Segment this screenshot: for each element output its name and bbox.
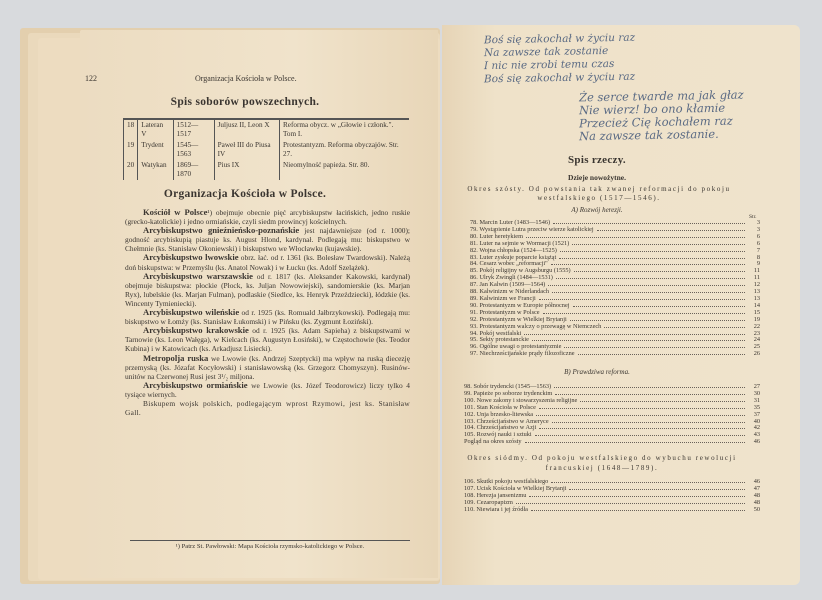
leader-dots xyxy=(552,292,745,293)
paragraph-text: we Lwowie (ks. Andrzej Szeptycki) ma wpływ na ruską diecezję przemyską (ks. Józafat Kocyłowski) i stanisławowską (ks. Grzegorz Chomyszyn). Rusinów-unitów na Czerwonej Rusi jest 3¹/₂ miljona. xyxy=(125,353,410,381)
period-seven-heading: Okres siódmy. Od pokoju westfalskiego do wybuchu rewolucji francuskiej (1648—1789). xyxy=(467,454,737,472)
handwritten-line: Że serce twarde ma jak głaz xyxy=(578,87,744,105)
paragraph-lead: Arcybiskupstwo krakowskie xyxy=(143,325,249,336)
toc-entry-page: 31 xyxy=(753,396,760,404)
leader-dots xyxy=(536,415,745,416)
toc-entry-page: 6 xyxy=(756,239,760,247)
toc-entry-page: 43 xyxy=(753,431,760,439)
leader-dots xyxy=(604,327,745,328)
toc-entry-page: 7 xyxy=(756,246,760,254)
toc-entry xyxy=(470,351,760,358)
toc-entry-page: 40 xyxy=(753,417,760,425)
leader-dots xyxy=(516,503,745,504)
leader-dots xyxy=(552,422,745,423)
toc-entry-label: 107. Ucisk Kościoła w Wielkiej Brytanji xyxy=(464,484,567,492)
leader-dots xyxy=(573,306,745,307)
leader-dots xyxy=(560,251,745,252)
toc-entry xyxy=(464,439,760,446)
toc-entry-label: 87. Jan Kalwin (1509—1564) xyxy=(470,281,546,289)
handwritten-line: Przecież Cię kochałem raz xyxy=(578,113,733,131)
toc-entry-page: 11 xyxy=(753,267,760,275)
toc-entry-label: 109. Cezaropapizm xyxy=(464,498,513,506)
leader-dots xyxy=(551,482,745,483)
toc-entry-page: 35 xyxy=(753,403,760,411)
toc-entry-label: 96. Ogólne uwagi o protestantyzmie xyxy=(470,343,562,351)
toc-entry-page: 11 xyxy=(753,274,760,282)
toc-entry-page: 25 xyxy=(753,343,760,351)
toc-entry-page: 42 xyxy=(753,424,760,432)
toc-entry-page: 9 xyxy=(756,260,760,268)
paragraph xyxy=(125,253,410,271)
toc-entry-label: Pogląd na okres szósty xyxy=(464,438,522,446)
toc-title: Spis rzeczy. xyxy=(568,154,626,166)
toc-list-a xyxy=(470,220,760,358)
toc-entry-page: 13 xyxy=(753,288,760,296)
paragraph xyxy=(125,308,410,326)
running-head: Organizacja Kościoła w Polsce. xyxy=(195,74,297,83)
toc-entry-label: 92. Protestantyzm w Wielkiej Brytanji xyxy=(470,315,567,323)
council-name: Watykan xyxy=(138,160,173,180)
leader-dots xyxy=(597,230,745,231)
toc-entry-label: 83. Luter zyskuje poparcie książąt xyxy=(470,253,557,261)
toc-entry-label: 81. Luter na sejmie w Wormacji (1521) xyxy=(470,239,570,247)
leader-dots xyxy=(532,340,745,341)
toc-entry-label: 98. Sobór trydencki (1545—1563) xyxy=(464,383,552,390)
council-no: 18 xyxy=(124,119,138,140)
leader-dots xyxy=(539,299,745,300)
toc-entry-label: 85. Pokój religijny w Augsburgu (1555) xyxy=(470,267,571,275)
toc-entry-page: 48 xyxy=(753,491,760,499)
toc-entry-label: 93. Protestantyzm walczy o przewagę w Niemczech xyxy=(470,322,602,330)
council-years: 1869—1870 xyxy=(173,160,214,180)
paragraph-text: od r. 1925 (ks. Romuald Jałbrzykowski). Podlegają mu: biskupstwo w Łomży (ks. Stanisław Łukomski) i w Pińsku (ks. Zygmunt Łoziński). xyxy=(125,308,410,327)
leader-dots xyxy=(529,496,745,497)
toc-entry-page: 8 xyxy=(756,253,760,261)
council-popes: Paweł III do Piusa IV xyxy=(214,140,279,160)
leader-dots xyxy=(526,237,745,238)
leader-dots xyxy=(569,489,745,490)
leader-dots xyxy=(525,442,745,443)
leader-dots xyxy=(578,354,745,355)
toc-entry-label: 91. Protestantyzm w Polsce xyxy=(470,308,540,316)
leader-dots xyxy=(555,394,745,395)
leader-dots xyxy=(570,320,745,321)
council-notes: Reforma obycz. w „Głowie i członk.". Tom I. xyxy=(280,119,409,140)
toc-entry-page: 22 xyxy=(753,322,760,330)
page-column-label: Str. xyxy=(749,214,757,220)
paragraph-text: od r. 1925 (ks. Adam Sapieha) z biskupstwami w Tarnowie (ks. Leon Wałęga), w Kielcach (ks. Augustyn Łosiński), w Częstochowie (ks. Teodor Kubina) i w Katowicach (ks. Arkadjusz Lisiecki). xyxy=(125,326,410,354)
council-name: Trydent xyxy=(138,140,173,160)
toc-entry-page: 19 xyxy=(753,315,760,323)
paragraph-lead: Arcybiskupstwo warszawskie xyxy=(143,270,253,281)
toc-entry xyxy=(464,507,760,514)
leader-dots xyxy=(539,428,745,429)
toc-entry-page: 15 xyxy=(753,308,760,316)
leader-dots xyxy=(539,408,745,409)
toc-entry-label: 82. Wojna chłopska (1524—1525) xyxy=(470,246,557,254)
toc-entry-page: 48 xyxy=(753,498,760,506)
toc-entry-label: 108. Herezja jansenizmu xyxy=(464,491,527,499)
council-notes: Nieomylność papieża. Str. 80. xyxy=(280,160,409,180)
right-page xyxy=(442,25,800,585)
paragraph-text: ¹) obejmuje obecnie pięć arcybiskupstw łacińskich, jedno ruskie (grecko-katolickie) i jedno ormiańskie, czyli siedm prowincyj kościelnych. xyxy=(125,208,411,227)
council-popes: Juljusz II, Leon X xyxy=(214,119,279,140)
section-b-heading: B) Prawdziwa reforma. xyxy=(564,368,630,376)
toc-entry-label: 104. Chrześcijaństwo w Azji xyxy=(464,424,537,432)
council-row xyxy=(124,160,410,180)
toc-list-seven xyxy=(464,479,760,514)
leader-dots xyxy=(559,258,745,259)
council-row xyxy=(124,140,410,160)
paragraph-lead: Kościół w Polsce xyxy=(143,207,208,217)
toc-entry-page: 46 xyxy=(753,478,760,485)
council-no: 20 xyxy=(124,160,138,180)
toc-entry-page: 12 xyxy=(753,281,760,289)
toc-entry-page: 23 xyxy=(753,329,760,337)
leader-dots xyxy=(543,313,745,314)
toc-entry-label: 106. Skutki pokoju westfalskiego xyxy=(464,478,549,485)
council-no: 19 xyxy=(124,140,138,160)
paragraph-text: obrz. łać. od r. 1361 (ks. Bolesław Twardowski). Należą doń biskupstwa: w Przemyślu (ks. Anatol Nowak) i w Łucku (ks. Adolf Szelążek). xyxy=(125,253,410,272)
toc-entry-label: 86. Ulryk Zwingli (1484—1531) xyxy=(470,274,553,282)
leader-dots xyxy=(564,347,745,348)
toc-entry-page: 27 xyxy=(753,383,760,390)
leader-dots xyxy=(572,244,745,245)
handwritten-line: Na zawsze tak zostanie. xyxy=(578,126,719,144)
toc-entry-label: 101. Stan Kościoła w Polsce xyxy=(464,403,536,411)
toc-entry-label: 100. Nowe zakony i stowarzyszenia religijne xyxy=(464,396,578,404)
toc-entry-label: 105. Rozwój nauki i sztuki xyxy=(464,431,532,439)
handwritten-line: Nie wierz! bo ono kłamie xyxy=(578,100,726,118)
leader-dots xyxy=(574,271,745,272)
councils-table xyxy=(123,118,409,180)
toc-entry-page: 3 xyxy=(756,225,760,233)
toc-entry-label: 102. Unja brzesko-litewska xyxy=(464,410,534,418)
paragraph xyxy=(125,326,410,353)
paragraph-text: we Lwowie (ks. Józef Teodorowicz) liczy tylko 4 tysiące wiernych. xyxy=(125,380,411,399)
toc-entry-label: 79. Wystąpienie Lutra przeciw wierze katolickiej xyxy=(470,225,594,233)
leader-dots xyxy=(524,334,745,335)
toc-entry-label: 110. Niewiara i jej źródła xyxy=(464,505,528,513)
council-notes: Protestantyzm. Reforma obyczajów. Str. 27. xyxy=(280,140,409,160)
council-name: Lateran V xyxy=(138,119,173,140)
paragraph-text: Biskupem wojsk polskich, podlegającym wprost Rzymowi, jest ks. Stanisław Gall. xyxy=(125,398,410,418)
footnote: ¹) Patrz St. Pawłowski: Mapa Kościoła rzymsko-katolickiego w Polsce. xyxy=(175,543,365,550)
page-number: 122 xyxy=(85,74,97,83)
toc-entry-page: 50 xyxy=(753,505,760,513)
toc-entry-label: 78. Marcin Luter (1483—1546) xyxy=(470,219,551,226)
paragraph xyxy=(125,399,410,417)
toc-entry-label: 99. Papieże po soborze trydenckim xyxy=(464,389,553,397)
council-popes: Pius IX xyxy=(214,160,279,180)
toc-subtitle: Dzieje nowożytne. xyxy=(568,173,626,182)
paragraph-lead: Arcybiskupstwo gnieźnieńsko-poznańskie xyxy=(143,225,300,236)
section-title: Organizacja Kościoła w Polsce. xyxy=(163,188,327,200)
toc-entry-page: 13 xyxy=(753,294,760,302)
period-six-heading: Okres szósty. Od powstania tak zwanej reformacji do pokoju westfalskiego (1517—1546). xyxy=(467,185,731,202)
toc-entry-page: 6 xyxy=(756,232,760,240)
toc-entry-page: 26 xyxy=(753,350,760,358)
toc-entry-label: 89. Kalwinizm we Francji xyxy=(470,294,536,302)
toc-entry-page: 47 xyxy=(753,484,760,492)
handwritten-line: Boś się zakochał w życiu raz xyxy=(483,70,636,86)
toc-entry-label: 97. Niechrześcijańskie prądy filozoficzne xyxy=(470,350,575,358)
paragraph xyxy=(125,354,410,381)
leader-dots xyxy=(580,401,745,402)
toc-entry-label: 95. Sekty protestanckie xyxy=(470,336,529,344)
councils-title: Spis soborów powszechnych. xyxy=(170,96,320,108)
body-text xyxy=(125,208,410,417)
toc-entry-label: 80. Luter heretykiem xyxy=(470,232,523,240)
paragraph-lead: Arcybiskupstwo ormiańskie xyxy=(143,379,248,390)
paragraph-lead: Metropolja ruska xyxy=(143,352,209,363)
toc-entry-label: 103. Chrześcijaństwo w Ameryce xyxy=(464,417,549,425)
toc-list-b xyxy=(464,384,760,446)
toc-entry-page: 3 xyxy=(756,219,760,226)
leader-dots xyxy=(531,510,745,511)
council-years: 1545—1563 xyxy=(173,140,214,160)
toc-entry-page: 30 xyxy=(753,389,760,397)
toc-entry-label: 88. Kalwinizm w Niderlandach xyxy=(470,288,550,296)
toc-entry-page: 37 xyxy=(753,410,760,418)
paragraph-text: jest najdawniejsze (od r. 1000); godność arcybiskupią piastuje ks. August Hlond, kardynał. Podlegają mu: biskupstwo w Chełmnie (ks. Stanisław Okoniewski) i biskupstwo we Włocławku (kujawskie). xyxy=(125,226,410,254)
toc-entry-label: 94. Pokój westfalski xyxy=(470,329,522,337)
leader-dots xyxy=(551,264,745,265)
left-page xyxy=(80,30,438,578)
toc-entry-label: 84. Cesarz wobec „reformacji" xyxy=(470,260,548,268)
paragraph xyxy=(125,381,410,399)
council-years: 1512—1517 xyxy=(173,119,214,140)
leader-dots xyxy=(554,387,745,388)
footnote-rule xyxy=(130,540,410,541)
paragraph xyxy=(125,226,410,253)
toc-entry-page: 14 xyxy=(753,301,760,309)
leader-dots xyxy=(553,223,745,224)
toc-entry-page: 24 xyxy=(753,336,760,344)
paragraph xyxy=(125,208,410,226)
toc-entry-label: 90. Protestantyzm w Europie północnej xyxy=(470,301,570,309)
paragraph-lead: Arcybiskupstwo wileńskie xyxy=(143,307,240,318)
leader-dots xyxy=(556,278,745,279)
council-row xyxy=(124,119,410,140)
paragraph-lead: Arcybiskupstwo lwowskie xyxy=(143,252,239,263)
handwritten-poem xyxy=(484,33,784,173)
leader-dots xyxy=(535,435,745,436)
handwritten-line: I nic nie zrobi temu czas xyxy=(483,57,615,73)
paragraph xyxy=(125,272,410,308)
handwritten-line: Boś się zakochał w życiu raz xyxy=(483,31,636,47)
handwritten-line: Na zawsze tak zostanie xyxy=(483,44,609,60)
leader-dots xyxy=(548,285,745,286)
section-a-heading: A) Rozwój herezji. xyxy=(571,206,623,214)
paragraph-text: od r. 1817 (ks. Aleksander Kakowski, kardynał) obejmuje biskupstwa: płockie (Płock, ks. Juljan Nowowiejski), sandomierskie (ks. Marjan Ryx), lubelskie (ks. Marjan Fulman), podlaskie (Siedlce, ks. Henryk Przeździecki), łódzkie (ks. Wincenty Tymieniecki). xyxy=(125,271,410,308)
toc-entry-page: 46 xyxy=(753,438,760,446)
